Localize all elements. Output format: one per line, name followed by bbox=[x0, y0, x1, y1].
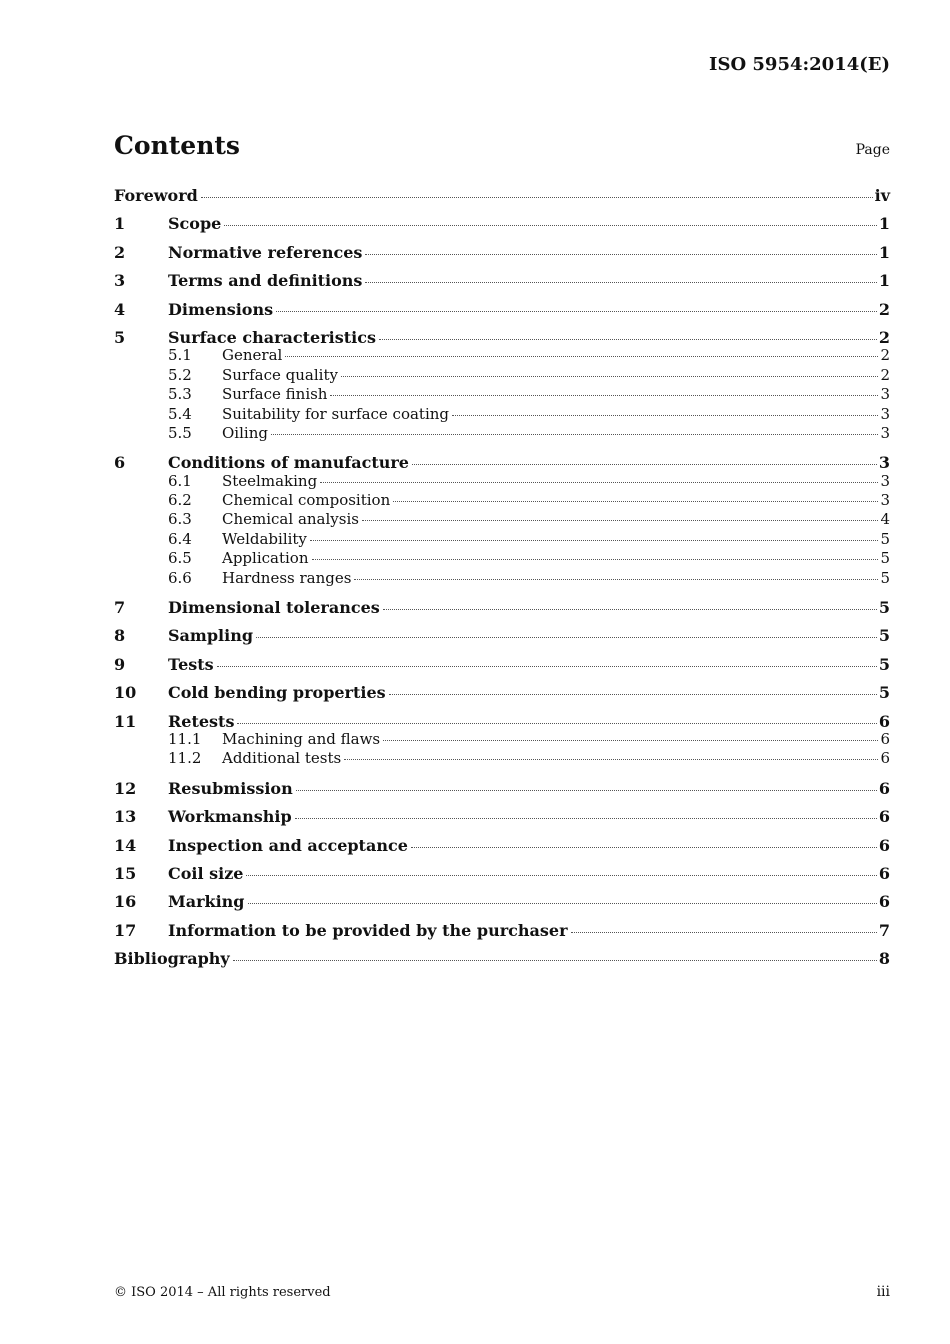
toc-title: Weldability bbox=[222, 529, 307, 548]
toc-title: General bbox=[222, 346, 283, 365]
dot-leader bbox=[248, 903, 877, 904]
toc-entry-12[interactable] bbox=[114, 778, 890, 806]
toc-subentry-5-2[interactable] bbox=[114, 366, 890, 385]
toc-number: 6.4 bbox=[168, 529, 192, 548]
toc-title: Cold bending properties bbox=[168, 683, 386, 703]
dot-leader bbox=[285, 356, 878, 357]
toc-title: Tests bbox=[168, 654, 214, 674]
toc-page: 8 bbox=[878, 949, 890, 969]
toc-number: 6 bbox=[114, 453, 126, 473]
dot-leader bbox=[571, 932, 877, 933]
toc-title: Steelmaking bbox=[222, 471, 318, 490]
toc-subentry-6-4[interactable] bbox=[114, 530, 890, 549]
toc-subentry-6-2[interactable] bbox=[114, 491, 890, 510]
toc-subentry-5-4[interactable] bbox=[114, 405, 890, 424]
toc-title: Chemical composition bbox=[222, 491, 391, 510]
toc-number: 2 bbox=[114, 242, 126, 262]
toc-subentry-11-1[interactable] bbox=[114, 730, 890, 749]
dot-leader bbox=[237, 723, 876, 724]
toc-page: 7 bbox=[878, 920, 890, 940]
toc-title: Suitability for surface coating bbox=[222, 404, 450, 423]
toc-page: 6 bbox=[878, 711, 890, 731]
dot-leader bbox=[201, 197, 873, 198]
dot-leader bbox=[341, 376, 879, 377]
toc-entry-3[interactable] bbox=[114, 270, 890, 298]
toc-entry-7[interactable] bbox=[114, 597, 890, 625]
toc-entry-9[interactable] bbox=[114, 654, 890, 682]
toc-entry-14[interactable] bbox=[114, 835, 890, 863]
toc-page: 2 bbox=[878, 299, 890, 319]
toc-number: 9 bbox=[114, 654, 126, 674]
dot-leader bbox=[246, 875, 876, 876]
page-title: Contents bbox=[114, 131, 241, 160]
toc-number: 5.2 bbox=[168, 365, 192, 384]
toc-number: 1 bbox=[114, 214, 126, 234]
dot-leader bbox=[217, 666, 877, 667]
toc-title: Surface quality bbox=[222, 365, 338, 384]
toc-number: 11 bbox=[114, 711, 137, 731]
toc-title: Bibliography bbox=[114, 949, 230, 969]
toc-number: 15 bbox=[114, 863, 137, 883]
toc-page: 3 bbox=[880, 385, 890, 404]
copyright-notice: © ISO 2014 – All rights reserved bbox=[114, 1285, 331, 1300]
toc-subentry-6-5[interactable] bbox=[114, 549, 890, 568]
toc-number: 14 bbox=[114, 835, 137, 855]
toc-page: 6 bbox=[880, 729, 890, 748]
toc-title: Dimensions bbox=[168, 299, 274, 319]
toc-page: 3 bbox=[878, 453, 890, 473]
toc-title: Terms and definitions bbox=[168, 271, 363, 291]
toc-title: Resubmission bbox=[168, 778, 293, 798]
dot-leader bbox=[354, 579, 878, 580]
toc-title: Sampling bbox=[168, 626, 254, 646]
toc-entry-2[interactable] bbox=[114, 242, 890, 270]
toc-entry-5[interactable] bbox=[114, 327, 890, 346]
toc-entry-17[interactable] bbox=[114, 920, 890, 948]
toc-title: Conditions of manufacture bbox=[168, 453, 409, 473]
dot-leader bbox=[362, 520, 878, 521]
toc-page: 1 bbox=[878, 271, 890, 291]
toc-subentry-6-3[interactable] bbox=[114, 510, 890, 529]
toc-entry-8[interactable] bbox=[114, 625, 890, 653]
toc-page: 3 bbox=[880, 404, 890, 423]
toc-title: Coil size bbox=[168, 863, 244, 883]
dot-leader bbox=[224, 225, 877, 226]
toc-entry-11[interactable] bbox=[114, 711, 890, 730]
toc-number: 6.2 bbox=[168, 491, 192, 510]
toc-number: 6.5 bbox=[168, 549, 192, 568]
toc-page: 4 bbox=[880, 510, 890, 529]
toc-subentry-11-2[interactable] bbox=[114, 749, 890, 777]
toc-title: Marking bbox=[168, 892, 245, 912]
dot-leader bbox=[365, 282, 876, 283]
toc-number: 5.3 bbox=[168, 385, 192, 404]
toc-number: 6.1 bbox=[168, 471, 192, 490]
toc-title: Oiling bbox=[222, 423, 268, 442]
toc-number: 5 bbox=[114, 327, 126, 347]
toc-title: Surface characteristics bbox=[168, 327, 376, 347]
dot-leader bbox=[344, 759, 878, 760]
toc-page: 2 bbox=[880, 346, 890, 365]
toc-title: Application bbox=[222, 549, 309, 568]
page-number: iii bbox=[876, 1284, 890, 1300]
dot-leader bbox=[256, 637, 877, 638]
dot-leader bbox=[310, 540, 879, 541]
toc-entry-13[interactable] bbox=[114, 806, 890, 834]
dot-leader bbox=[312, 559, 879, 560]
toc-page: 1 bbox=[878, 214, 890, 234]
dot-leader bbox=[296, 790, 877, 791]
dot-leader bbox=[383, 740, 878, 741]
toc-page: 6 bbox=[878, 892, 890, 912]
toc-title: Inspection and acceptance bbox=[168, 835, 408, 855]
toc-page: 2 bbox=[878, 327, 890, 347]
toc-subentry-5-5[interactable] bbox=[114, 424, 890, 452]
toc-entry-10[interactable] bbox=[114, 682, 890, 710]
toc-page: 5 bbox=[878, 598, 890, 618]
toc-subentry-6-1[interactable] bbox=[114, 472, 890, 491]
dot-leader bbox=[365, 254, 876, 255]
dot-leader bbox=[330, 395, 878, 396]
toc-title: Workmanship bbox=[168, 807, 292, 827]
toc-number: 11.2 bbox=[168, 749, 202, 768]
toc-number: 5.4 bbox=[168, 404, 192, 423]
toc-number: 6.6 bbox=[168, 568, 192, 587]
dot-leader bbox=[233, 960, 877, 961]
toc-page: 5 bbox=[880, 529, 890, 548]
toc-page: 2 bbox=[880, 365, 890, 384]
toc-title: Foreword bbox=[114, 186, 198, 205]
page-column-label: Page bbox=[855, 142, 890, 158]
toc-title: Scope bbox=[168, 214, 222, 234]
toc-number: 12 bbox=[114, 778, 137, 798]
toc-title: Information to be provided by the purchaser bbox=[168, 920, 568, 940]
dot-leader bbox=[295, 818, 877, 819]
toc-number: 6.3 bbox=[168, 510, 192, 529]
dot-leader bbox=[379, 339, 877, 340]
toc-number: 4 bbox=[114, 299, 126, 319]
toc-subentry-5-1[interactable] bbox=[114, 346, 890, 365]
dot-leader bbox=[411, 847, 877, 848]
toc-page: 5 bbox=[880, 549, 890, 568]
toc-entry-4[interactable] bbox=[114, 299, 890, 327]
toc-number: 3 bbox=[114, 271, 126, 291]
toc-page: 5 bbox=[878, 683, 890, 703]
toc-page: 1 bbox=[878, 242, 890, 262]
toc-title: Dimensional tolerances bbox=[168, 598, 380, 618]
toc-number: 7 bbox=[114, 598, 126, 618]
toc-title: Hardness ranges bbox=[222, 568, 352, 587]
dot-leader bbox=[383, 609, 877, 610]
dot-leader bbox=[389, 694, 877, 695]
toc-number: 10 bbox=[114, 683, 137, 703]
toc-number: 16 bbox=[114, 892, 137, 912]
dot-leader bbox=[412, 464, 877, 465]
toc-number: 8 bbox=[114, 626, 126, 646]
toc-page: 6 bbox=[880, 749, 890, 768]
toc-entry-bibliography[interactable] bbox=[114, 948, 890, 976]
toc-subentry-6-6[interactable] bbox=[114, 569, 890, 597]
toc-entry-1[interactable] bbox=[114, 213, 890, 241]
dot-leader bbox=[271, 434, 879, 435]
toc-number: 11.1 bbox=[168, 729, 202, 748]
toc-page: 6 bbox=[878, 778, 890, 798]
dot-leader bbox=[320, 482, 878, 483]
table-of-contents bbox=[114, 185, 890, 977]
toc-number: 5.5 bbox=[168, 423, 192, 442]
toc-number: 5.1 bbox=[168, 346, 192, 365]
toc-title: Machining and flaws bbox=[222, 729, 381, 748]
document-id: ISO 5954:2014(E) bbox=[709, 54, 890, 75]
toc-title: Retests bbox=[168, 711, 235, 731]
toc-page: 5 bbox=[878, 654, 890, 674]
toc-title: Chemical analysis bbox=[222, 510, 359, 529]
toc-page: 5 bbox=[878, 626, 890, 646]
dot-leader bbox=[276, 311, 877, 312]
toc-title: Surface finish bbox=[222, 385, 328, 404]
toc-entry-15[interactable] bbox=[114, 863, 890, 891]
toc-title: Additional tests bbox=[222, 749, 342, 768]
toc-title: Normative references bbox=[168, 242, 363, 262]
toc-page: 6 bbox=[878, 807, 890, 827]
toc-page: 3 bbox=[880, 471, 890, 490]
toc-page: 3 bbox=[880, 423, 890, 442]
toc-page: 6 bbox=[878, 835, 890, 855]
toc-entry-16[interactable] bbox=[114, 891, 890, 919]
toc-number: 13 bbox=[114, 807, 137, 827]
toc-number: 17 bbox=[114, 920, 137, 940]
toc-page: 6 bbox=[878, 863, 890, 883]
dot-leader bbox=[393, 501, 878, 502]
toc-page: 5 bbox=[880, 568, 890, 587]
toc-entry-foreword[interactable] bbox=[114, 185, 890, 213]
dot-leader bbox=[452, 415, 878, 416]
toc-entry-6[interactable] bbox=[114, 452, 890, 471]
toc-page: iv bbox=[874, 186, 890, 205]
toc-page: 3 bbox=[880, 491, 890, 510]
toc-subentry-5-3[interactable] bbox=[114, 385, 890, 404]
